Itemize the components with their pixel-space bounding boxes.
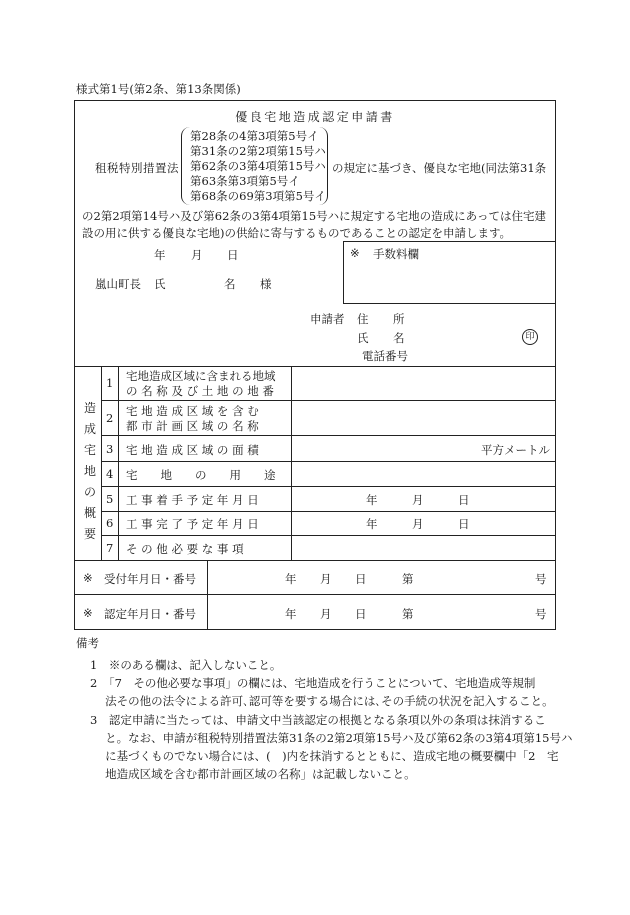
receipt-dai: 第 [402, 572, 414, 586]
receipt-mark: ※ [83, 571, 93, 585]
clause-list [181, 127, 328, 205]
overview-heading-char: 概 [83, 506, 96, 520]
row-label: 工 事 着 手 予 定 年 月 日 [126, 493, 259, 507]
receipt-go: 号 [535, 572, 547, 586]
clause-item: 第63条第3項第5号イ [190, 174, 300, 188]
applicant-label: 申請者 [310, 312, 345, 326]
fee-box-mark: ※ [350, 246, 360, 260]
name-label-2: 名 [393, 331, 405, 345]
approval-mark: ※ [83, 606, 93, 620]
overview-heading-char: 要 [83, 527, 96, 541]
table-row-border [101, 400, 556, 401]
recipient-honorific: 様 [260, 277, 272, 291]
overview-heading-char: 地 [83, 464, 96, 478]
name-label-1: 氏 [357, 331, 369, 345]
table-row-border [101, 511, 556, 512]
phone-label: 電話番号 [362, 349, 408, 363]
receipt-day: 日 [355, 572, 367, 586]
note-line: 1 ※のある欄は、記入しないこと。 [90, 658, 282, 672]
body-text-line: 設の用に供する優良な宅地)の供給に寄与するものであることの認定を申請します。 [82, 226, 512, 240]
receipt-year: 年 [285, 572, 297, 586]
row-value: 年 月 日 [366, 517, 470, 531]
table-row-border [101, 435, 556, 436]
row-label: 都 市 計 画 区 域 の 名 称 [126, 419, 259, 433]
row-number: 1 [106, 376, 114, 390]
table-row-border [101, 535, 556, 536]
table-divider [101, 366, 102, 560]
row-label: 宅 地 造 成 区 域 の 面 積 [126, 443, 259, 457]
table-row-border [101, 461, 556, 462]
fee-box-label: 手数料欄 [373, 247, 419, 261]
note-line: 地造成区域を含む都市計画区域の名称」は記載しないこと。 [90, 767, 416, 781]
clause-item: 第68条の69第3項第5号イ [190, 189, 326, 203]
form-title: 優良宅地造成認定申請書 [235, 110, 395, 124]
overview-heading-char: の [83, 485, 96, 499]
notes-heading: 備考 [76, 636, 99, 650]
row-label: 宅 地 造 成 区 域 を 含 む [126, 404, 259, 418]
clause-item: 第31条の2第2項第15号ハ [190, 144, 326, 158]
table-row-border [101, 486, 556, 487]
address-label-1: 住 [357, 312, 369, 326]
address-label-2: 所 [393, 312, 405, 326]
approval-year: 年 [285, 607, 297, 621]
row-number: 5 [106, 492, 114, 506]
row-label: そ の 他 必 要 な 事 項 [126, 542, 244, 556]
note-line: 3 認定申請に当たっては、申請文中当該認定の根拠となる条項以外の条項は抹消するこ [90, 713, 546, 727]
note-line: と。なお、申請が租税特別措置法第31条の2第2項第15号ハ及び第62条の3第4項第15号ハ [90, 731, 573, 745]
law-name: 租税特別措置法 [95, 161, 179, 175]
date-month: 月 [191, 248, 203, 262]
overview-heading-char: 造 [83, 401, 96, 415]
table-divider [207, 560, 208, 630]
clause-item: 第62条の3第4項第15号ハ [190, 159, 326, 173]
row-number: 7 [106, 541, 114, 555]
table-divider [291, 366, 292, 560]
overview-heading-char: 宅 [83, 443, 96, 457]
table-row-border [74, 560, 556, 561]
approval-dai: 第 [402, 607, 414, 621]
note-line: に基づくものでない場合には、( )内を抹消するとともに、造成宅地の概要欄中「2 宅 [90, 749, 559, 763]
clause-item: 第28条の4第3項第5号イ [190, 129, 319, 143]
table-row-border [74, 594, 556, 595]
row-label: の 名 称 及 び 土 地 の 地 番 [126, 384, 274, 398]
row-label: 工 事 完 了 予 定 年 月 日 [126, 517, 259, 531]
note-line: 法その他の法令による許可､認可等を要する場合には､その手続の状況を記入すること。 [90, 694, 554, 708]
area-unit: 平方メートル [481, 443, 550, 457]
row-label: 宅 地 の 用 途 [126, 468, 276, 482]
receipt-label: 受付年月日・番号 [104, 572, 196, 586]
approval-day: 日 [355, 607, 367, 621]
date-day: 日 [227, 248, 239, 262]
date-year: 年 [154, 248, 166, 262]
note-line: 2 「7 その他必要な事項」の欄には、宅地造成を行うことについて、宅地造成等規制 [90, 676, 536, 690]
recipient-name-2: 名 [224, 277, 236, 291]
approval-go: 号 [535, 607, 547, 621]
form-number-label: 様式第1号(第2条、第13条関係) [76, 82, 241, 96]
overview-heading-char: 成 [83, 422, 96, 436]
row-number: 6 [106, 516, 114, 530]
row-number: 3 [106, 442, 114, 456]
row-number: 4 [106, 467, 114, 481]
row-value: 年 月 日 [366, 493, 470, 507]
approval-month: 月 [320, 607, 332, 621]
body-text-line: の2第2項第14号ハ及び第62条の3第4項第15号ハに規定する宅地の造成にあっては住宅建 [82, 209, 547, 223]
clause-suffix: の規定に基づき、優良な宅地(同法第31条 [332, 161, 547, 175]
row-number: 2 [106, 411, 114, 425]
approval-label: 認定年月日・番号 [104, 607, 196, 621]
receipt-month: 月 [320, 572, 332, 586]
mayor-title: 嵐山町長 [95, 277, 141, 291]
row-label: 宅地造成区域に含まれる地域 [126, 369, 276, 383]
table-divider [118, 366, 119, 560]
seal-mark: 印 [522, 329, 538, 345]
recipient-name-1: 氏 [154, 277, 166, 291]
table-top-border [74, 366, 556, 367]
